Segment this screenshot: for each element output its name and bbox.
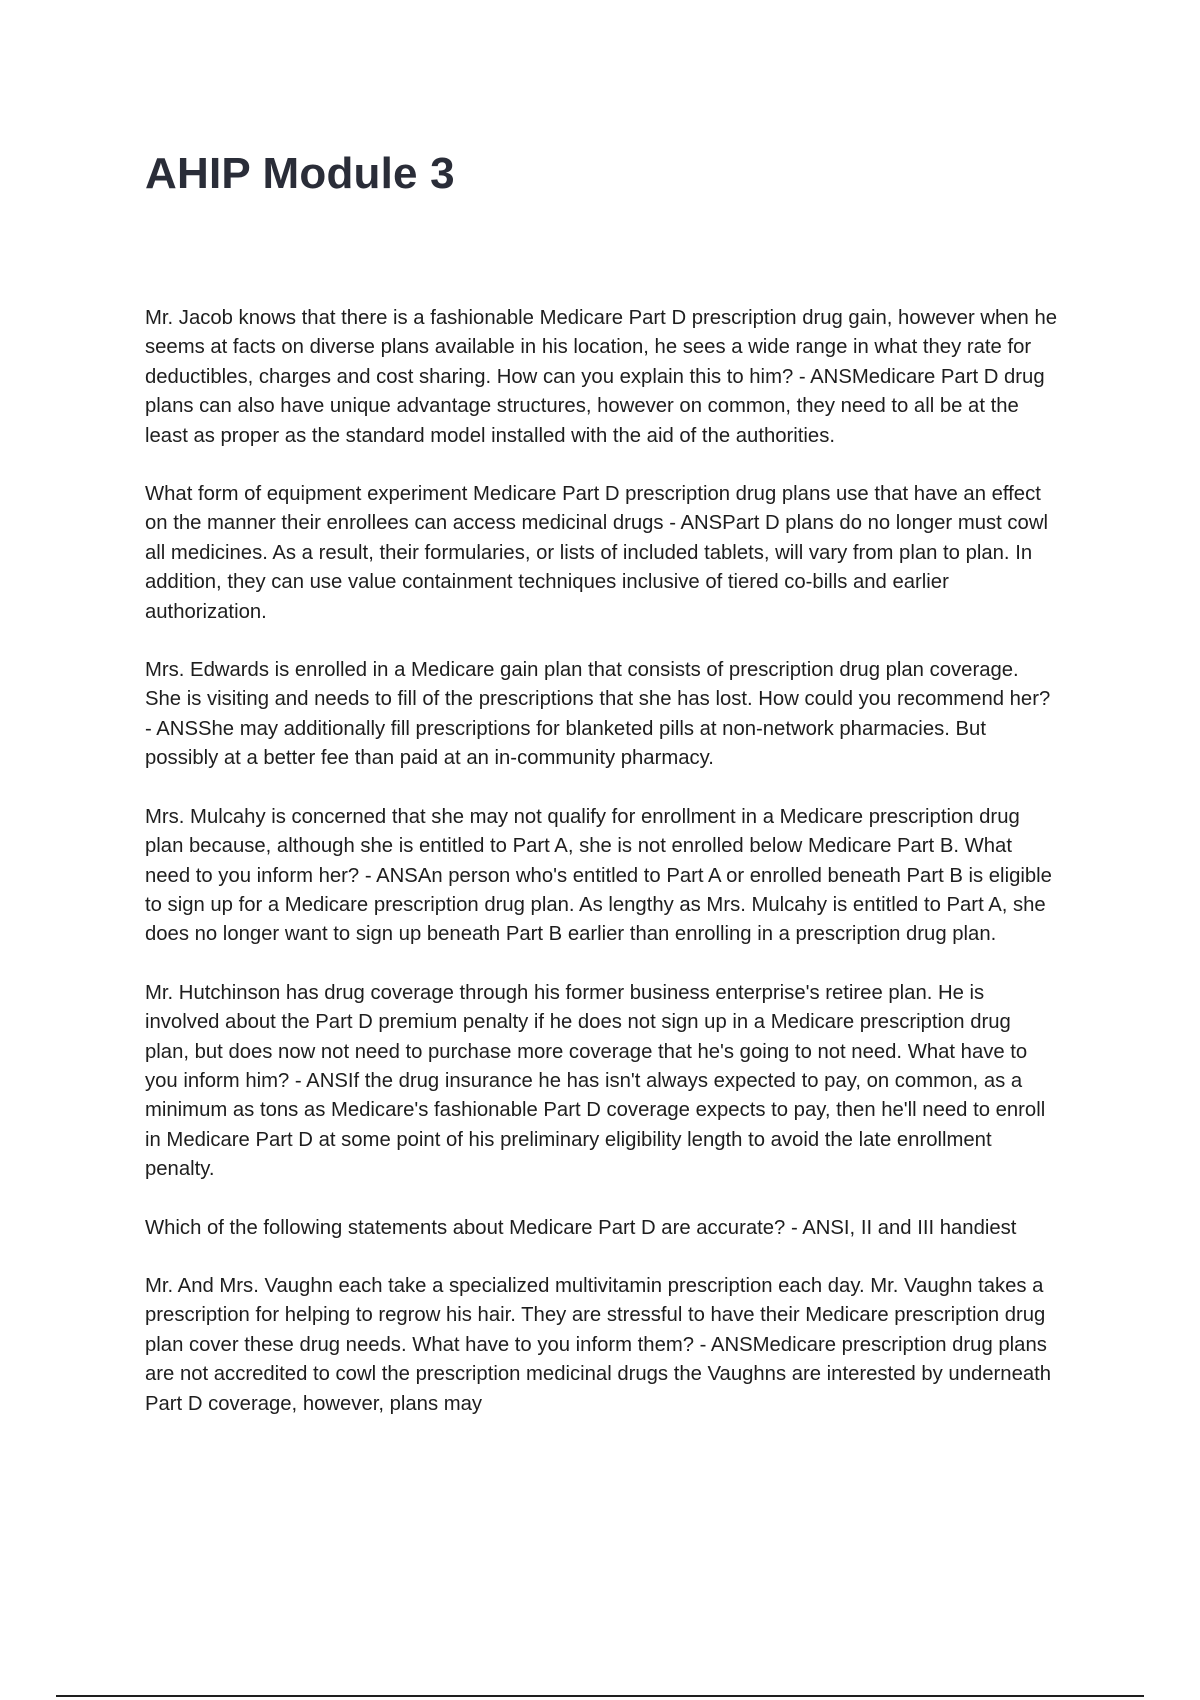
qa-paragraph-1: Mr. Jacob knows that there is a fashionable Medicare Part D prescription drug gain, however when he seems at facts on diverse plans available in his location, he sees a wide range in what they rate for deductibles, charges and cost sharing. How can you explain this to him? - ANSMedicare Part D drug plans can also have unique advantage structures, however on common, they need to all be at the least as proper as the standard model installed with the aid of the authorities.: [145, 307, 1058, 447]
qa-paragraph-4: Mrs. Mulcahy is concerned that she may not qualify for enrollment in a Medicare prescription drug plan because, although she is entitled to Part A, she is not enrolled below Medicare Part B. What need to you inform her? - ANSAn person who's entitled to Part A or enrolled beneath Part B is eligible to sign up for a Medicare prescription drug plan. As lengthy as Mrs. Mulcahy is entitled to Part A, she does no longer want to sign up beneath Part B earlier than enrolling in a prescription drug plan.: [145, 805, 1052, 946]
qa-paragraph-3: Mrs. Edwards is enrolled in a Medicare gain plan that consists of prescription drug plan coverage. She is visiting and needs to fill of the prescriptions that she has lost. How could you recommend her? - ANSShe may additionally fill prescriptions for blanketed pills at non-network pharmacies. But possibly at a better fee than paid at an in-community pharmacy.: [145, 659, 1051, 770]
page-title: AHIP Module 3: [145, 149, 455, 198]
qa-paragraph-2: What form of equipment experiment Medicare Part D prescription drug plans use that have an effect on the manner their enrollees can access medicinal drugs - ANSPart D plans do no longer must cowl all medicines. As a result, their formularies, or lists of included tablets, will vary from plan to plan. In addition, they can use value containment techniques inclusive of tiered co-bills and earlier authorization.: [145, 483, 1048, 623]
qa-paragraph-7: Mr. And Mrs. Vaughn each take a specialized multivitamin prescription each day. Mr. Vaughn takes a prescription for helping to regrow his hair. They are stressful to have their Medicare prescription drug plan cover these drug needs. What have to you inform them? - ANSMedicare prescription drug plans are not accredited to cowl the prescription medicinal drugs the Vaughns are interested by underneath Part D coverage, however, plans may: [145, 1274, 1052, 1415]
qa-paragraph-5: Mr. Hutchinson has drug coverage through his former business enterprise's retiree plan. He is involved about the Part D premium penalty if he does not sign up in a Medicare prescription drug plan, but does now not need to purchase more coverage that he's going to not need. What have to you inform him? - ANSIf the drug insurance he has isn't always expected to pay, on common, as a minimum as tons as Medicare's fashionable Part D coverage expects to pay, then he'll need to enroll in Medicare Part D at some point of his preliminary eligibility length to avoid the late enrollment penalty.: [145, 981, 1046, 1181]
document-body: [145, 304, 1060, 1448]
footer-divider: [56, 1695, 1144, 1697]
qa-paragraph-6: Which of the following statements about Medicare Part D are accurate? - ANSI, II and III handiest: [145, 1216, 1017, 1239]
